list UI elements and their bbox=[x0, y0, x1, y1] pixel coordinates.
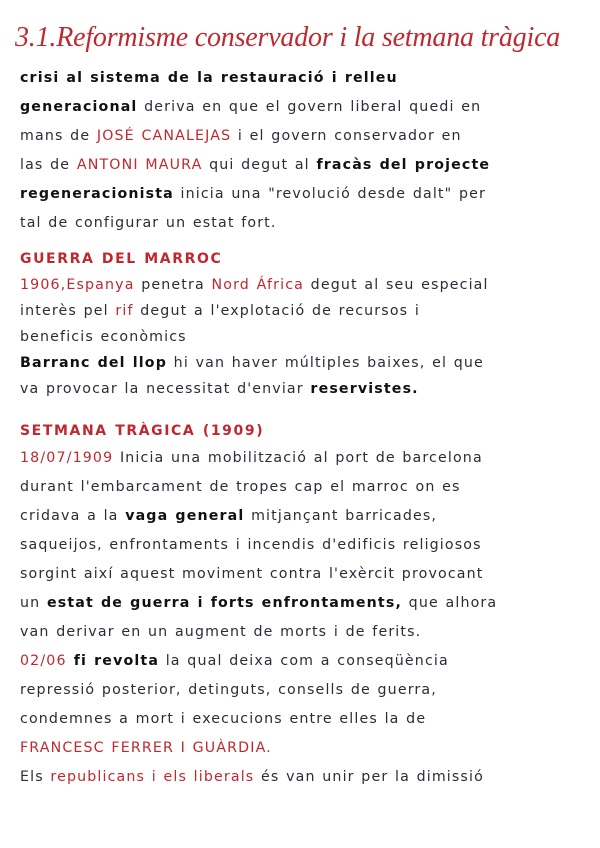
text: beneficis econòmics bbox=[20, 329, 187, 345]
text: mans de bbox=[20, 128, 97, 144]
text: condemnes a mort i execucions entre elles la de bbox=[20, 711, 427, 727]
text: tal de configurar un estat fort. bbox=[20, 215, 277, 231]
marroc-line-1 bbox=[20, 272, 580, 298]
text: degut a l'explotació de recursos i bbox=[133, 303, 420, 319]
text: va provocar la necessitat d'enviar bbox=[20, 381, 311, 397]
text: inicia una "revolució desde dalt" per bbox=[173, 186, 486, 202]
setmana-line-10 bbox=[20, 705, 580, 734]
text: hi van haver múltiples baixes, el que bbox=[167, 355, 484, 371]
highlight-name: FRANCESC FERRER I GUÀRDIA. bbox=[20, 740, 272, 756]
highlight-place: Nord África bbox=[211, 277, 304, 293]
intro-line-3 bbox=[20, 122, 580, 151]
highlight-place: rif bbox=[115, 303, 134, 319]
bold-text: regeneracionista bbox=[20, 186, 174, 202]
bold-text: reservistes. bbox=[310, 381, 419, 397]
text: penetra bbox=[134, 277, 212, 293]
marroc-line-5 bbox=[20, 376, 580, 402]
setmana-line-4 bbox=[20, 531, 580, 560]
bold-text: generacional bbox=[20, 99, 138, 115]
setmana-line-12 bbox=[20, 763, 580, 792]
setmana-line-6 bbox=[20, 589, 580, 618]
document-body bbox=[20, 64, 580, 792]
text: deriva en que el govern liberal quedi en bbox=[137, 99, 482, 115]
text: i el govern conservador en bbox=[231, 128, 462, 144]
highlight-date: 18/07/1909 bbox=[20, 450, 114, 466]
text: Els bbox=[20, 769, 51, 785]
text: qui degut al bbox=[202, 157, 317, 173]
text: degut al seu especial bbox=[304, 277, 489, 293]
intro-line-2 bbox=[20, 93, 580, 122]
intro-line-5 bbox=[20, 180, 580, 209]
text: las de bbox=[20, 157, 77, 173]
marroc-line-4 bbox=[20, 350, 580, 376]
bold-text: crisi al sistema de la restauració i relleu bbox=[20, 70, 398, 86]
marroc-line-3 bbox=[20, 324, 580, 350]
setmana-line-5 bbox=[20, 560, 580, 589]
highlight-date: 1906,Espanya bbox=[20, 277, 135, 293]
intro-line-1 bbox=[20, 64, 580, 93]
bold-text: fracàs del projecte bbox=[316, 157, 491, 173]
marroc-line-2 bbox=[20, 298, 580, 324]
text: interès pel bbox=[20, 303, 116, 319]
bold-text: vaga general bbox=[125, 508, 245, 524]
section-heading-setmana: SETMANA TRÀGICA (1909) bbox=[20, 423, 265, 439]
text: durant l'embarcament de tropes cap el marroc on es bbox=[20, 479, 461, 495]
setmana-line-2 bbox=[20, 473, 580, 502]
highlight-name: ANTONI MAURA bbox=[76, 157, 203, 173]
setmana-line-7 bbox=[20, 618, 580, 647]
text: que alhora bbox=[402, 595, 498, 611]
section-heading-marroc: GUERRA DEL MARROC bbox=[20, 251, 223, 267]
highlight-date: 02/06 bbox=[20, 653, 67, 669]
text: és van unir per la dimissió bbox=[254, 769, 484, 785]
text: Inicia una mobilització al port de barcelona bbox=[113, 450, 483, 466]
setmana-line-11 bbox=[20, 734, 580, 763]
text: la qual deixa com a conseqüència bbox=[159, 653, 449, 669]
highlight-group: republicans i els liberals bbox=[50, 769, 255, 785]
text: sorgint així aquest moviment contra l'exèrcit provocant bbox=[20, 566, 484, 582]
setmana-line-3 bbox=[20, 502, 580, 531]
text: mitjançant barricades, bbox=[244, 508, 438, 524]
setmana-line-1 bbox=[20, 444, 580, 473]
bold-text: estat de guerra i forts enfrontaments, bbox=[46, 595, 403, 611]
text: van derivar en un augment de morts i de ferits. bbox=[20, 624, 422, 640]
setmana-line-9 bbox=[20, 676, 580, 705]
intro-line-4 bbox=[20, 151, 580, 180]
text: saqueijos, enfrontaments i incendis d'edificis religiosos bbox=[20, 537, 482, 553]
setmana-line-8 bbox=[20, 647, 580, 676]
highlight-name: JOSÉ CANALEJAS bbox=[96, 128, 232, 144]
text: cridava a la bbox=[20, 508, 126, 524]
bold-text: Barranc del llop bbox=[20, 355, 168, 371]
text: repressió posterior, detinguts, consells de guerra, bbox=[20, 682, 437, 698]
page-title: 3.1.Reformisme conservador i la setmana tràgica bbox=[15, 22, 561, 53]
bold-text: fi revolta bbox=[66, 653, 160, 669]
intro-line-6 bbox=[20, 209, 580, 238]
text: un bbox=[20, 595, 47, 611]
